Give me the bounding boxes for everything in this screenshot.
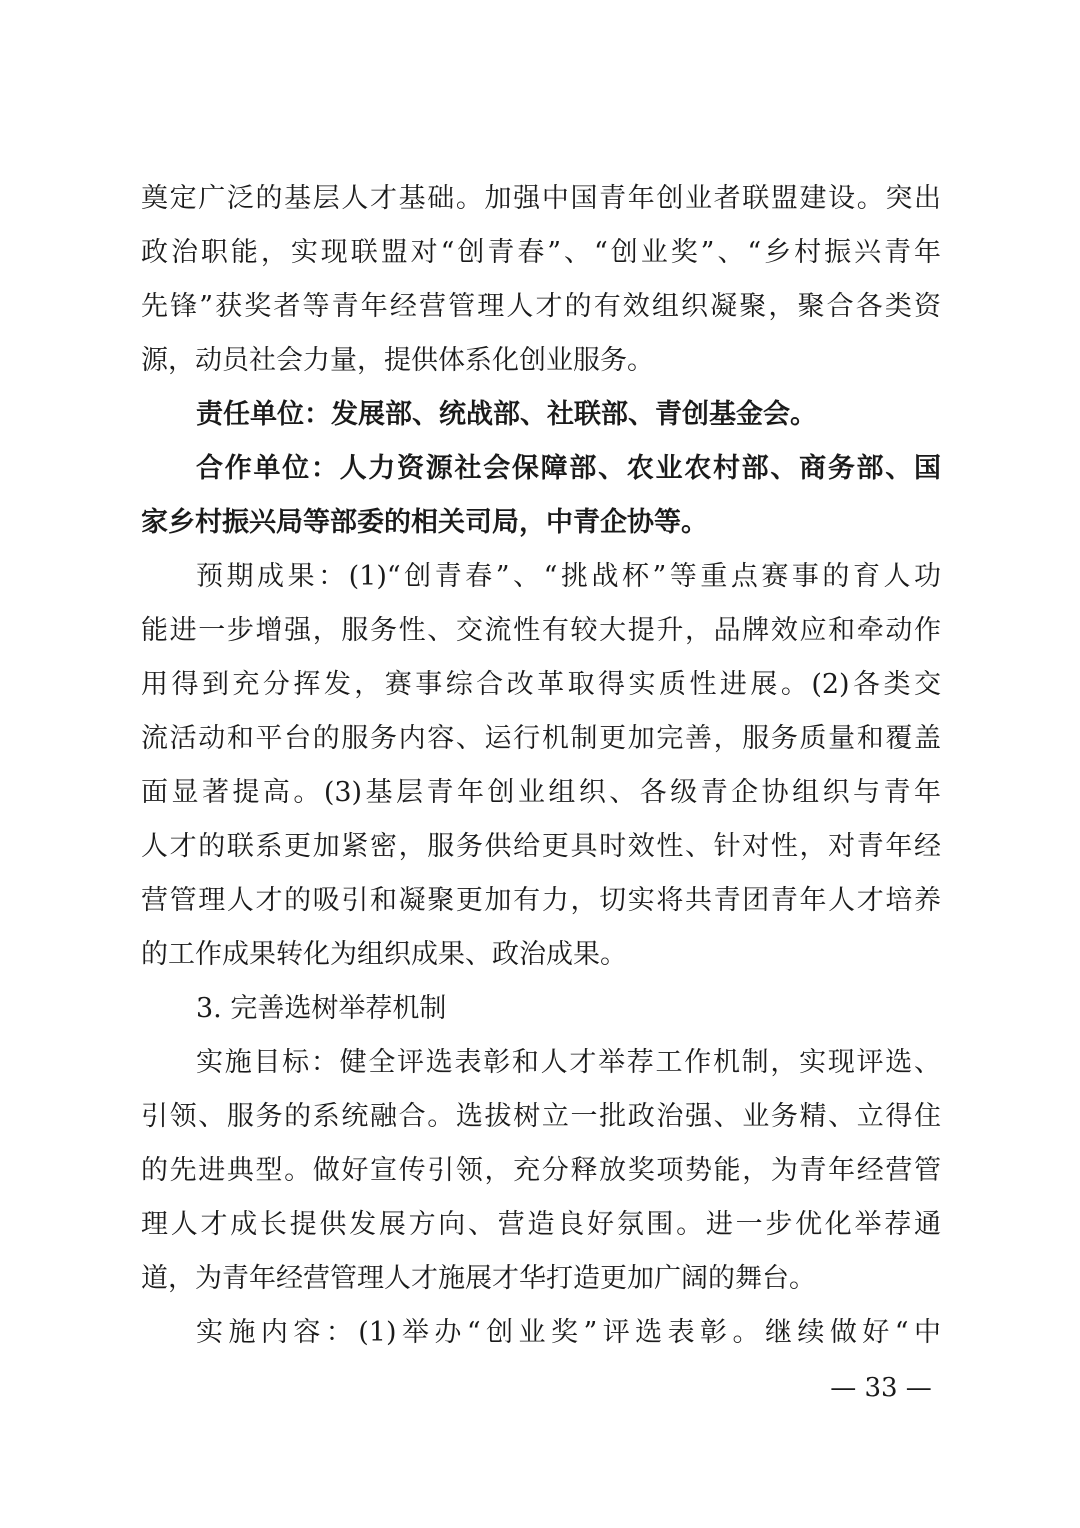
paragraph-line: 预期成果：(1)“创青春”、“挑战杯”等重点赛事的育人功 <box>196 561 941 592</box>
paragraph-line: 道，为青年经营管理人才施展才华打造更加广阔的舞台。 <box>141 1263 816 1294</box>
section-heading: 3. 完善选树举荐机制 <box>196 993 447 1024</box>
paragraph-line: 流活动和平台的服务内容、运行机制更加完善，服务质量和覆盖 <box>141 723 941 754</box>
paragraph-line: 人才的联系更加紧密，服务供给更具时效性、针对性，对青年经 <box>141 831 941 862</box>
paragraph-line: 政治职能，实现联盟对“创青春”、“创业奖”、“乡村振兴青年 <box>141 237 941 268</box>
cooperating-units-line: 家乡村振兴局等部委的相关司局，中青企协等。 <box>141 507 708 538</box>
cooperating-units-line: 合作单位：人力资源社会保障部、农业农村部、商务部、国 <box>196 453 941 484</box>
paragraph-line: 奠定广泛的基层人才基础。加强中国青年创业者联盟建设。突出 <box>141 183 941 214</box>
paragraph-line: 理人才成长提供发展方向、营造良好氛围。进一步优化举荐通 <box>141 1209 941 1240</box>
paragraph-line: 实施内容：(1)举办“创业奖”评选表彰。继续做好“中 <box>196 1317 941 1348</box>
paragraph-line: 的先进典型。做好宣传引领，充分释放奖项势能，为青年经营管 <box>141 1155 941 1186</box>
paragraph-line: 实施目标：健全评选表彰和人才举荐工作机制，实现评选、 <box>196 1047 941 1078</box>
paragraph-line: 源，动员社会力量，提供体系化创业服务。 <box>141 345 654 376</box>
paragraph-line: 的工作成果转化为组织成果、政治成果。 <box>141 939 627 970</box>
page-number: — 33 — <box>830 1373 932 1403</box>
paragraph-line: 引领、服务的系统融合。选拔树立一批政治强、业务精、立得住 <box>141 1101 941 1132</box>
paragraph-line: 先锋”获奖者等青年经营管理人才的有效组织凝聚，聚合各类资 <box>141 291 941 322</box>
paragraph-line: 面显著提高。(3)基层青年创业组织、各级青企协组织与青年 <box>141 777 941 808</box>
paragraph-line: 用得到充分挥发，赛事综合改革取得实质性进展。(2)各类交 <box>141 669 941 700</box>
paragraph-line: 能进一步增强，服务性、交流性有较大提升，品牌效应和牵动作 <box>141 615 941 646</box>
responsible-units: 责任单位：发展部、统战部、社联部、青创基金会。 <box>196 399 817 430</box>
paragraph-line: 营管理人才的吸引和凝聚更加有力，切实将共青团青年人才培养 <box>141 885 941 916</box>
